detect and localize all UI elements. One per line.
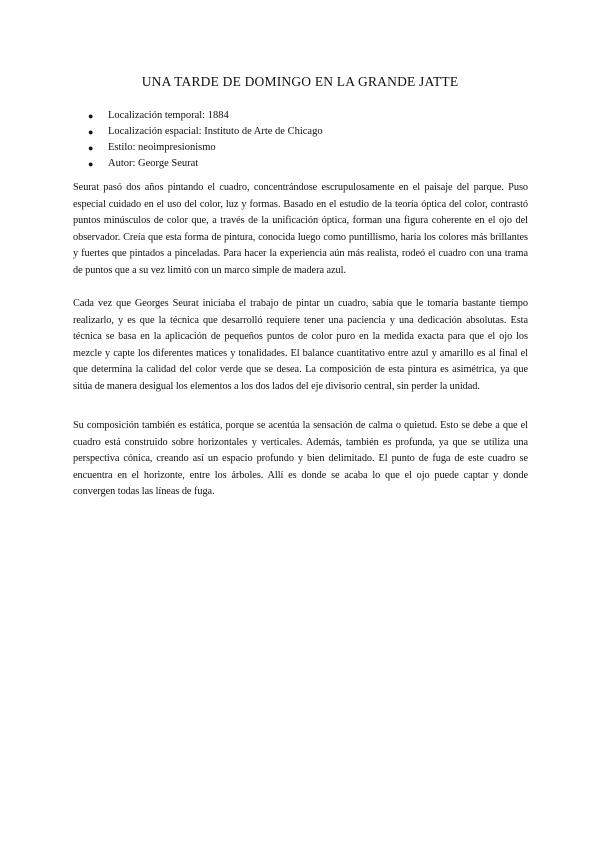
fact-date: Localización temporal: 1884 [108, 110, 229, 121]
bullet-icon: ● [88, 143, 94, 153]
list-item [88, 108, 323, 124]
document-title: UNA TARDE DE DOMINGO EN LA GRANDE JATTE [141, 74, 459, 89]
list-item [88, 156, 323, 172]
bullet-icon: ● [88, 127, 94, 137]
bullet-icon: ● [88, 111, 94, 121]
paragraph-technique: Seurat pasó dos años pintando el cuadro, concentrándose escrupulosamente en el paisaje del parque. Puso especial cuidado en el uso del color, luz y formas. Basado en el estudio de la teoría óptica del color, contrastó puntos minúsculos de color que, a través de la unificación óptica, forman una figura coherente en el ojo del observador. Creía que esta forma de pintura, conocida luego como puntillismo, haría los colores más brillantes y fuertes que pintados a pinceladas. Para hacer la experiencia aún más realista, rodeó el cuadro con una trama de puntos que a su vez limitó con un marco simple de madera azul. [73, 182, 528, 276]
facts-list [88, 108, 323, 172]
fact-location: Localización espacial: Instituto de Arte de Chicago [108, 126, 323, 137]
bullet-icon: ● [88, 159, 94, 169]
list-item [88, 124, 323, 140]
paragraph-process: Cada vez que Georges Seurat iniciaba el trabajo de pintar un cuadro, sabía que le tomaría bastante tiempo realizarlo, y es que la técnica que desarrolló requiere tener una paciencia y una dedicación absolutas. Esta técnica se basa en la aplicación de pequeños puntos de color puro en la medida exacta para que el ojo los mezcle y capte los diferentes matices y tonalidades. El balance cuantitativo entre azul y amarillo es al final el que determina la calidad del color verde que se desea. La composición de esta pintura es asimétrica, ya que sitúa de manera desigual los elementos a los dos lados del eje divisorio central, sin perder la unidad. [73, 298, 528, 392]
list-item [88, 140, 323, 156]
paragraph-composition: Su composición también es estática, porque se acentúa la sensación de calma o quietud. Esto se debe a que el cuadro está construido sobre horizontales y verticales. Además, también es profunda, ya que se utiliza una perspectiva cónica, creando así un espacio profundo y bien delimitado. El punto de fuga de este cuadro se encuentra en el horizonte, entre los árboles. Allí es donde se acaba lo que el ojo puede captar y donde convergen todas las líneas de fuga. [73, 420, 528, 497]
fact-author: Autor: George Seurat [108, 158, 199, 169]
fact-style: Estilo: neoimpresionismo [108, 142, 216, 153]
